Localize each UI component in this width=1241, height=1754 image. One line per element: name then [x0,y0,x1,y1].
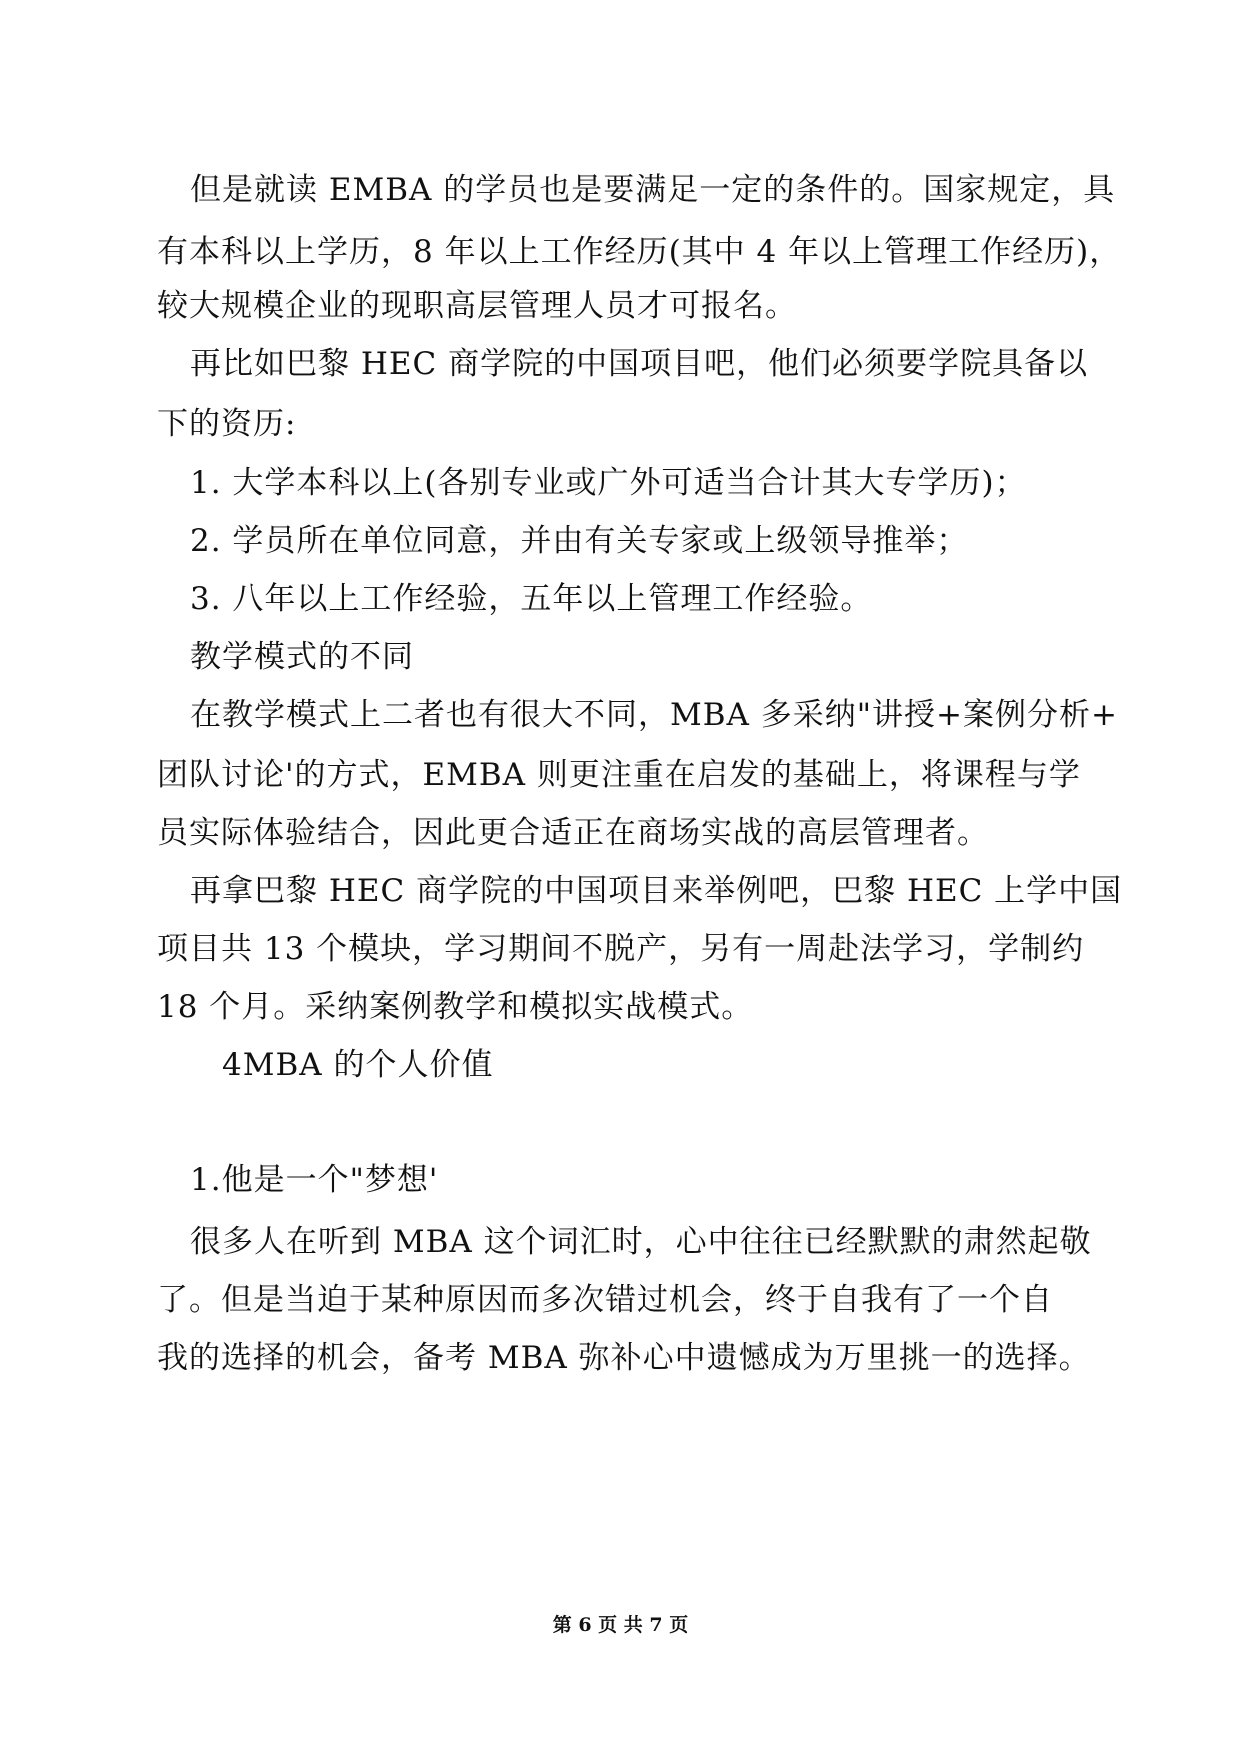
section-heading: 4MBA 的个人价值 [222,1047,494,1083]
text-line: 团队讨论'的方式，EMBA 则更注重在启发的基础上，将课程与学 [157,757,1081,793]
text-line: 再比如巴黎 HEC 商学院的中国项目吧，他们必须要学院具备以 [190,346,1089,382]
text-line: 我的选择的机会，备考 MBA 弥补心中遗憾成为万里挑一的选择。 [157,1340,1091,1376]
text-line: 在教学模式上二者也有很大不同，MBA 多采纳"讲授+案例分析+ [190,697,1118,733]
section-heading: 教学模式的不同 [190,639,414,675]
list-item: 3. 八年以上工作经验，五年以上管理工作经验。 [190,581,873,617]
text-line: 很多人在听到 MBA 这个词汇时，心中往往已经默默的肃然起敬 [190,1224,1092,1260]
text-line: 有本科以上学历，8 年以上工作经历(其中 4 年以上管理工作经历)， [157,234,1122,270]
text-line: 再拿巴黎 HEC 商学院的中国项目来举例吧，巴黎 HEC 上学中国 [190,873,1123,909]
text-line: 了。但是当迫于某种原因而多次错过机会，终于自我有了一个自 [157,1282,1053,1318]
page-footer: 第 6 页 共 7 页 [552,1614,689,1636]
text-line: 较大规模企业的现职高层管理人员才可报名。 [157,288,797,324]
sub-heading: 1.他是一个"梦想' [190,1162,439,1198]
text-line: 18 个月。采纳案例教学和模拟实战模式。 [157,989,754,1025]
list-item: 1. 大学本科以上(各别专业或广外可适当合计其大专学历)； [190,465,1027,501]
text-line: 下的资历: [157,406,297,442]
list-item: 2. 学员所在单位同意，并由有关专家或上级领导推举； [190,523,969,559]
text-line: 但是就读 EMBA 的学员也是要满足一定的条件的。国家规定，具 [190,172,1116,208]
text-line: 员实际体验结合，因此更合适正在商场实战的高层管理者。 [157,815,989,851]
text-line: 项目共 13 个模块，学习期间不脱产，另有一周赴法学习，学制约 [157,931,1085,967]
